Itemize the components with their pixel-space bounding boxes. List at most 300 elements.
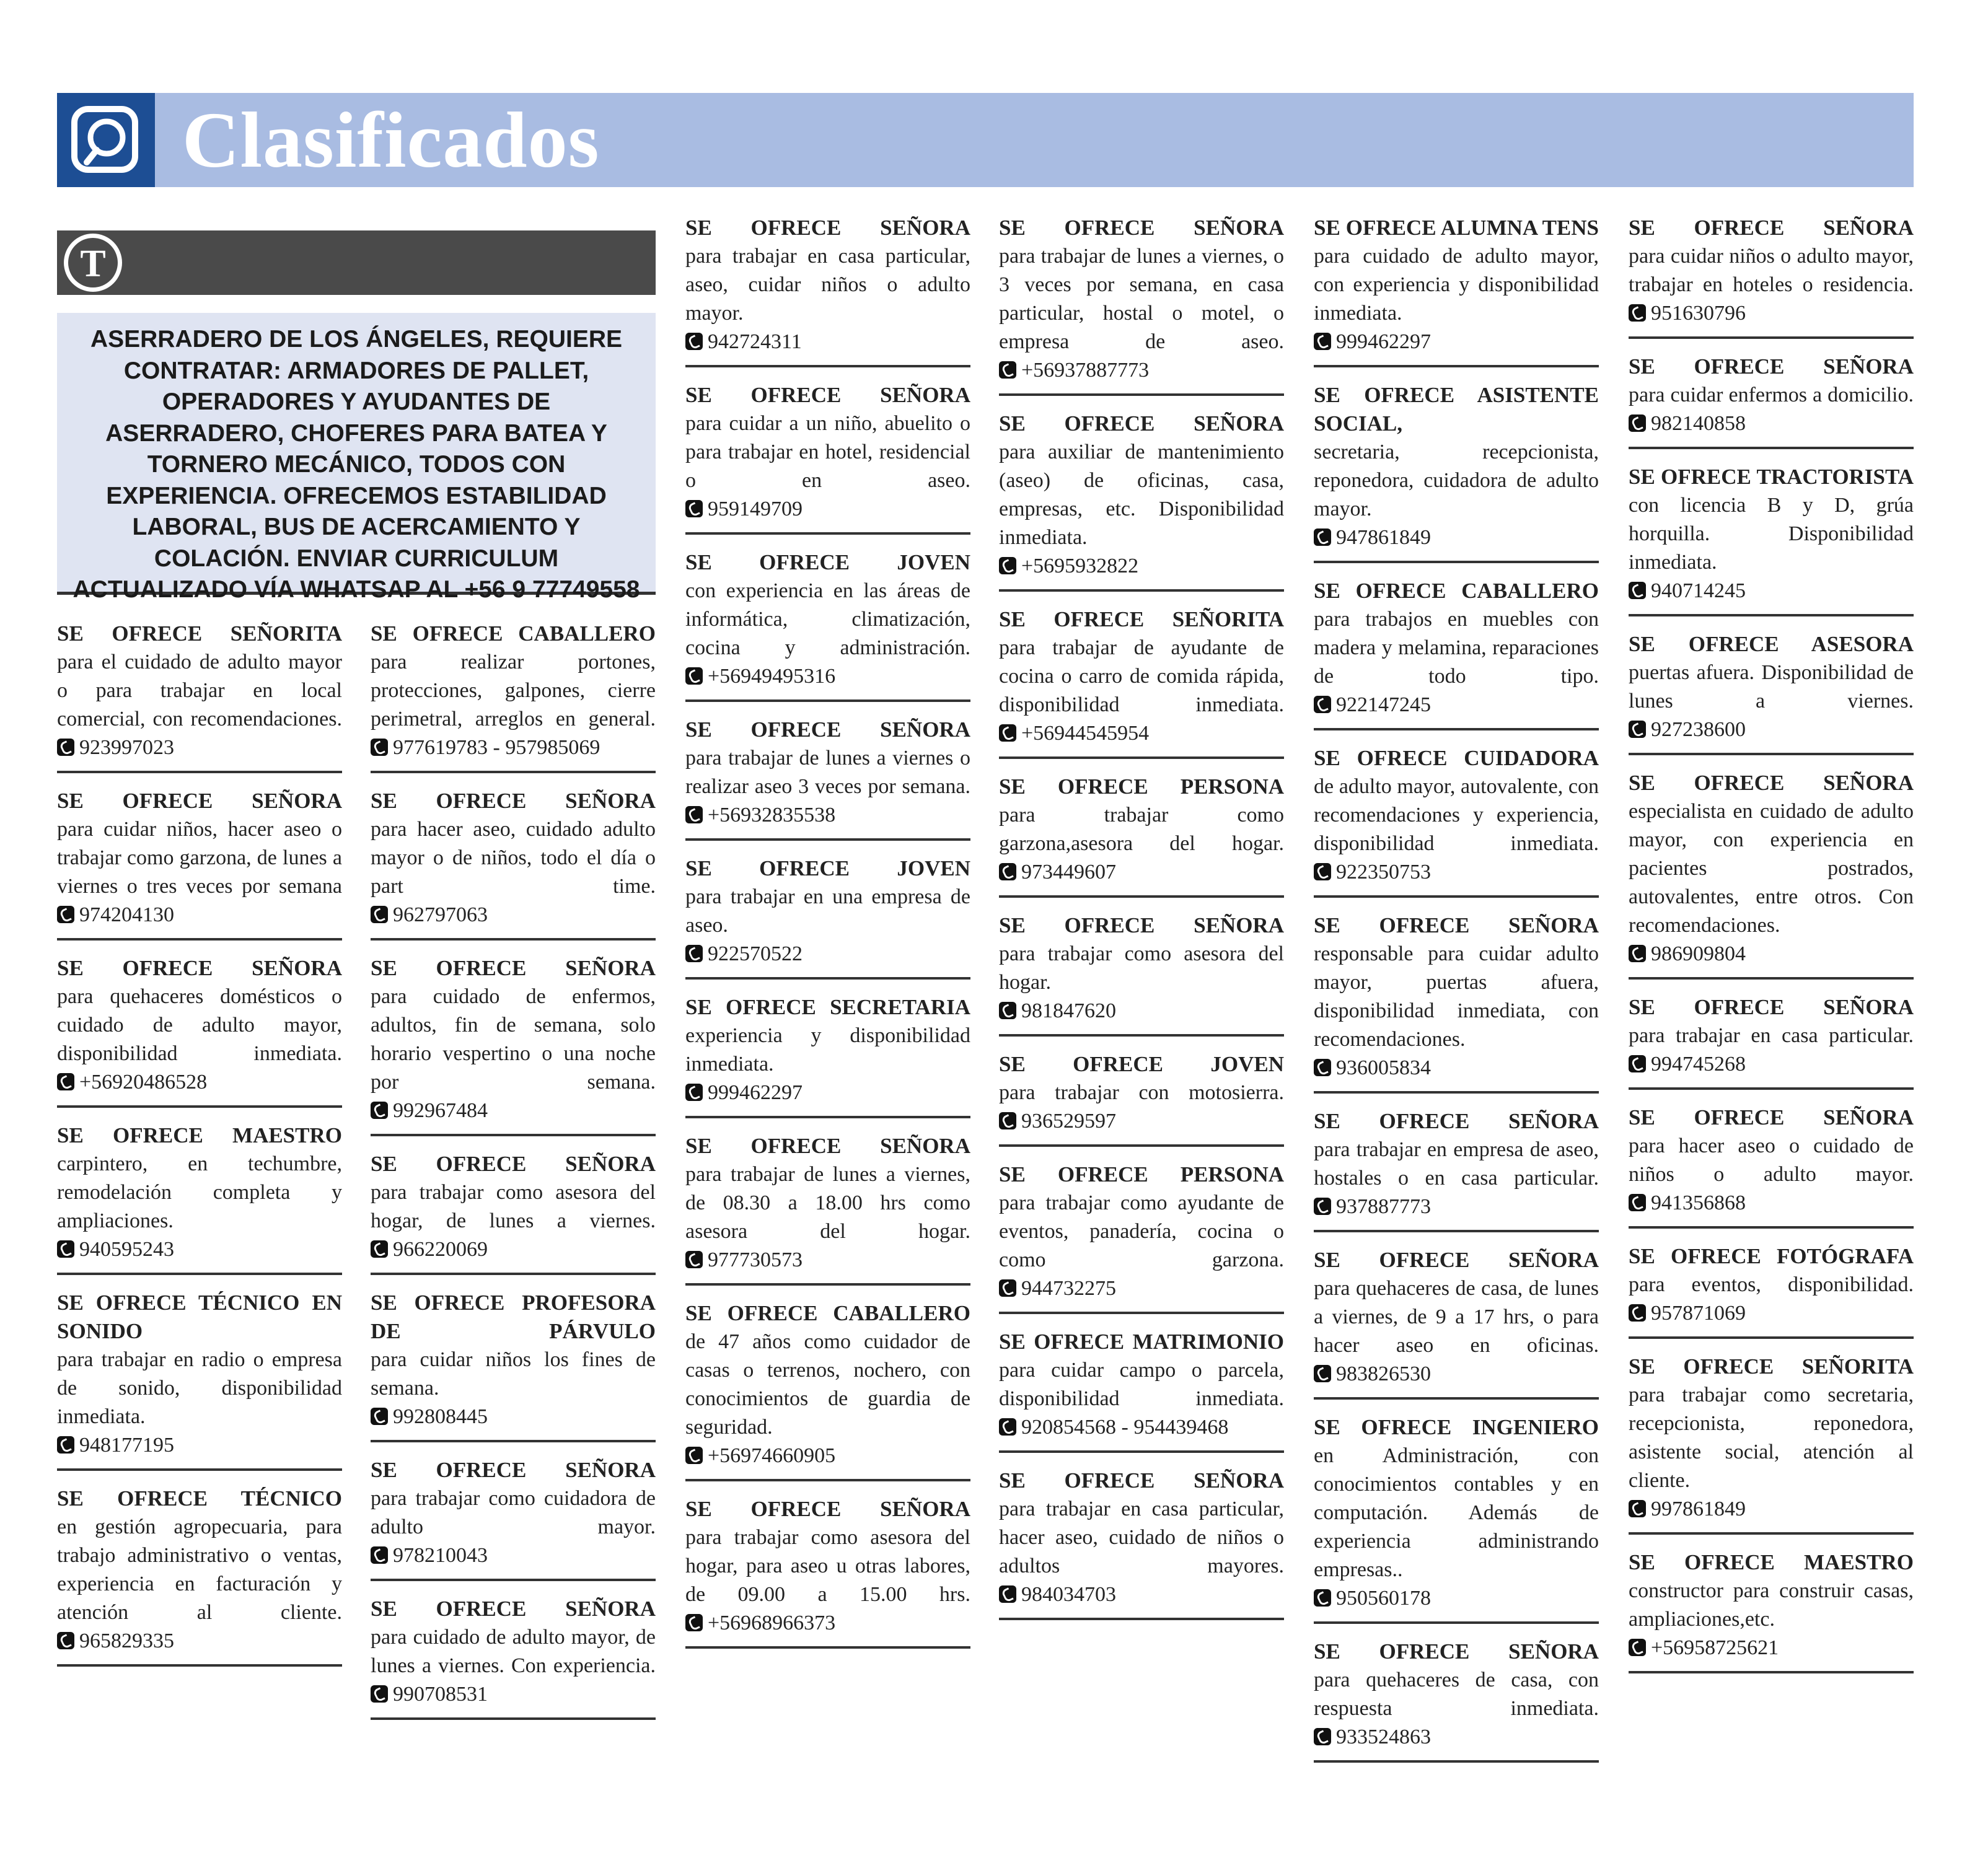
- ad-phone: [999, 1581, 1284, 1609]
- ad-phone-number: 973449607: [1021, 861, 1116, 884]
- ad-phone-number: +56920486528: [79, 1071, 208, 1094]
- phone-icon: [1629, 1304, 1646, 1322]
- ad-phone-number: 959149709: [708, 498, 803, 520]
- page-title: Clasificados: [182, 96, 600, 184]
- classified-ad: [1629, 1242, 1914, 1339]
- ad-phone: [1629, 940, 1914, 968]
- ad-phone: [371, 901, 656, 929]
- ad-body: para hacer aseo, cuidado adulto mayor o de niños, todo el día o part time.: [371, 818, 656, 898]
- ad-heading: SE OFRECE MATRIMONIO: [999, 1330, 1284, 1354]
- ad-phone-number: +56958725621: [1651, 1636, 1779, 1659]
- ad-phone-number: +56937887773: [1021, 359, 1150, 382]
- ad-phone-number: 940714245: [1651, 579, 1746, 602]
- column-3: [685, 214, 970, 1662]
- ad-body: para cuidar niños, hacer aseo o trabajar como garzona, de lunes a viernes o tres veces por semana: [57, 818, 342, 898]
- phone-icon: [1629, 1639, 1646, 1656]
- ad-phone: [1629, 1495, 1914, 1524]
- ad-phone-number: +56974660905: [708, 1444, 836, 1467]
- ad-phone: [1314, 328, 1599, 356]
- ad-phone-number: 994745268: [1651, 1053, 1746, 1076]
- ad-body: para trabajar como ayudante de eventos, panadería, cocina o como garzona.: [999, 1191, 1284, 1271]
- ad-heading: SE OFRECE JOVEN: [685, 856, 970, 880]
- phone-icon: [1314, 696, 1331, 713]
- ad-heading: SE OFRECE SEÑORITA: [999, 607, 1284, 631]
- ad-phone-number: 977619783 - 957985069: [393, 736, 600, 759]
- ad-phone: [685, 1246, 970, 1274]
- classified-ad: [1629, 993, 1914, 1090]
- ad-phone: [371, 1235, 656, 1264]
- phone-icon: [685, 667, 703, 685]
- ad-heading: SE OFRECE SEÑORA: [57, 956, 342, 980]
- ad-heading: SE OFRECE SEÑORA: [371, 1458, 656, 1482]
- ad-heading: SE OFRECE SEÑORA: [999, 1468, 1284, 1493]
- ad-heading: SE OFRECE CABALLERO: [371, 621, 656, 646]
- ad-phone: [999, 1107, 1284, 1136]
- phone-icon: [1629, 945, 1646, 962]
- ad-heading: SE OFRECE JOVEN: [685, 550, 970, 574]
- ad-heading: SE OFRECE SEÑORA: [685, 216, 970, 240]
- phone-icon: [1314, 1198, 1331, 1215]
- ad-body: para cuidar niños los fines de semana.: [371, 1348, 656, 1400]
- ad-phone: [1629, 577, 1914, 605]
- classified-ad: [685, 1132, 970, 1286]
- phone-icon: [57, 1436, 74, 1454]
- classified-ad: [1629, 630, 1914, 755]
- ad-phone-number: +56949495316: [708, 665, 836, 688]
- classified-ad: [371, 954, 656, 1136]
- ad-phone: [371, 1680, 656, 1709]
- classified-ad: [685, 548, 970, 702]
- classified-ad: [371, 620, 656, 773]
- ad-phone: [1314, 1054, 1599, 1082]
- ad-phone: [1314, 691, 1599, 719]
- ad-body: con licencia B y D, grúa horquilla. Disponibilidad inmediata.: [1629, 494, 1914, 574]
- phone-icon: [1314, 333, 1331, 350]
- ad-body: constructor para construir casas, ampliaciones,etc.: [1629, 1579, 1914, 1631]
- ad-heading: SE OFRECE SEÑORA: [685, 1497, 970, 1521]
- classified-ad: [999, 1328, 1284, 1453]
- ad-phone-number: 947861849: [1336, 526, 1431, 549]
- ad-phone-number: 927238600: [1651, 718, 1746, 741]
- ad-heading: SE OFRECE SEÑORA: [1629, 771, 1914, 795]
- ad-phone-number: +56944545954: [1021, 722, 1150, 745]
- ad-body: para trabajar en radio o empresa de sonido, disponibilidad inmediata.: [57, 1348, 342, 1428]
- classified-ad: [371, 1150, 656, 1275]
- classified-ad: [57, 620, 342, 773]
- ad-phone: [57, 1627, 342, 1655]
- ad-phone-number: 948177195: [79, 1434, 174, 1457]
- job-ad-box: [57, 313, 656, 603]
- classified-ad: [1314, 1246, 1599, 1400]
- ad-heading: SE OFRECE PERSONA: [999, 1162, 1284, 1186]
- ad-heading: SE OFRECE SEÑORA: [57, 789, 342, 813]
- ad-body: para trabajar en casa particular, aseo, cuidar niños o adulto mayor.: [685, 245, 970, 325]
- classified-ad: [685, 381, 970, 535]
- ad-heading: SE OFRECE SECRETARIA: [685, 995, 970, 1019]
- ad-heading: SE OFRECE PERSONA: [999, 774, 1284, 799]
- ad-heading: SE OFRECE MAESTRO: [57, 1123, 342, 1147]
- classified-ad: [1629, 1548, 1914, 1673]
- phone-icon: [371, 1685, 388, 1703]
- ad-body: para trabajar en empresa de aseo, hostales o en casa particular.: [1314, 1138, 1599, 1190]
- ad-heading: SE OFRECE CUIDADORA: [1314, 746, 1599, 770]
- ad-phone-number: 922147245: [1336, 693, 1431, 716]
- phone-icon: [685, 333, 703, 350]
- classified-ad: [999, 605, 1284, 759]
- ad-heading: SE OFRECE SEÑORA: [371, 1597, 656, 1621]
- phone-icon: [685, 1084, 703, 1101]
- classified-ad: [1314, 911, 1599, 1094]
- ad-heading: SE OFRECE JOVEN: [999, 1052, 1284, 1076]
- ad-heading: SE OFRECE SEÑORA: [685, 1134, 970, 1158]
- phone-icon: [1629, 1500, 1646, 1517]
- classified-ad: [1314, 1413, 1599, 1624]
- ad-body: para trabajar en casa particular.: [1629, 1024, 1914, 1047]
- ad-body: para trabajar en casa particular, hacer aseo, cuidado de niños o adultos mayores.: [999, 1497, 1284, 1577]
- phone-icon: [999, 1279, 1016, 1297]
- ad-phone: [685, 1609, 970, 1638]
- ad-heading: SE OFRECE SEÑORA: [1314, 1109, 1599, 1133]
- phone-icon: [1629, 1055, 1646, 1072]
- phone-icon: [371, 1408, 388, 1425]
- phone-icon: [1314, 863, 1331, 880]
- ad-heading: SE OFRECE FOTÓGRAFA: [1629, 1244, 1914, 1268]
- ad-heading: SE OFRECE ALUMNA TENS: [1314, 216, 1599, 240]
- clasificados-logo-box: [57, 93, 155, 187]
- ad-phone-number: 933524863: [1336, 1725, 1431, 1748]
- ad-phone-number: 966220069: [393, 1238, 488, 1261]
- phone-icon: [999, 1002, 1016, 1019]
- phone-icon: [999, 1418, 1016, 1436]
- classified-ad: [1314, 214, 1599, 367]
- phone-icon: [999, 1585, 1016, 1603]
- ad-phone-number: +5695932822: [1021, 555, 1139, 577]
- ad-phone-number: 974204130: [79, 903, 174, 926]
- ad-phone-number: +56968966373: [708, 1611, 836, 1634]
- ad-phone: [685, 1442, 970, 1470]
- classified-ad: [371, 787, 656, 941]
- classified-ad: [371, 1595, 656, 1720]
- ad-phone-number: 950560178: [1336, 1587, 1431, 1610]
- ad-heading: SE OFRECE TÉCNICO EN SONIDO: [57, 1291, 342, 1343]
- phone-icon: [999, 557, 1016, 574]
- ad-phone-number: 936529597: [1021, 1110, 1116, 1133]
- ad-body: con experiencia en las áreas de informática, climatización, cocina y administración.: [685, 579, 970, 659]
- ad-phone: [57, 1235, 342, 1264]
- ad-heading: SE OFRECE SEÑORA: [1629, 354, 1914, 379]
- ad-phone-number: 997861849: [1651, 1497, 1746, 1520]
- phone-icon: [1314, 1589, 1331, 1607]
- ad-phone: [1629, 410, 1914, 438]
- ad-phone: [1629, 1634, 1914, 1662]
- ad-body: puertas afuera. Disponibilidad de lunes a viernes.: [1629, 661, 1914, 713]
- ad-phone-number: 981847620: [1021, 999, 1116, 1022]
- ad-heading: SE OFRECE SEÑORA: [999, 411, 1284, 436]
- classified-ad: [685, 214, 970, 367]
- ad-body: para cuidar niños o adulto mayor, trabajar en hoteles o residencia.: [1629, 245, 1914, 296]
- classified-ad: [1314, 381, 1599, 563]
- classified-ad: [999, 214, 1284, 396]
- ad-phone-number: 992967484: [393, 1099, 488, 1122]
- phone-icon: [1314, 1059, 1331, 1076]
- ad-phone-number: 978210043: [393, 1544, 488, 1567]
- ad-phone: [999, 1274, 1284, 1303]
- classified-ad: [57, 1121, 342, 1275]
- ad-heading: SE OFRECE SEÑORA: [371, 956, 656, 980]
- classified-ad: [1629, 353, 1914, 449]
- ad-heading: SE OFRECE ASESORA: [1629, 632, 1914, 656]
- ad-heading: SE OFRECE SEÑORA: [1629, 1105, 1914, 1129]
- ad-body: secretaria, recepcionista, reponedora, cuidadora de adulto mayor.: [1314, 441, 1599, 520]
- ad-body: responsable para cuidar adulto mayor, puertas afuera, disponibilidad inmediata, con recomendaciones.: [1314, 942, 1599, 1051]
- ad-phone: [1629, 1299, 1914, 1328]
- ad-body: para hacer aseo o cuidado de niños o adulto mayor.: [1629, 1134, 1914, 1186]
- ad-phone: [371, 1403, 656, 1431]
- ad-phone-number: 922570522: [708, 942, 803, 965]
- classified-ad: [1629, 769, 1914, 980]
- ad-body: para trabajos en muebles con madera y melamina, reparaciones de todo tipo.: [1314, 608, 1599, 688]
- ad-heading: SE OFRECE SEÑORA: [371, 1152, 656, 1176]
- clasificados-logo-icon: [57, 93, 155, 187]
- ad-body: para trabajar de lunes a viernes, o 3 veces por semana, en casa particular, hostal o motel, o empresa de aseo.: [999, 245, 1284, 353]
- phone-icon: [685, 500, 703, 517]
- phone-icon: [1629, 304, 1646, 322]
- phone-icon: [1629, 721, 1646, 738]
- phone-icon: [685, 806, 703, 823]
- ad-phone-number: 984034703: [1021, 1583, 1116, 1606]
- ad-heading: SE OFRECE SEÑORITA: [1629, 1354, 1914, 1379]
- ad-phone: [1314, 858, 1599, 887]
- phone-icon: [685, 1614, 703, 1631]
- ad-phone-number: 944732275: [1021, 1277, 1116, 1300]
- ad-body: para cuidado de adulto mayor, de lunes a viernes. Con experiencia.: [371, 1626, 656, 1677]
- ad-heading: SE OFRECE SEÑORA: [999, 913, 1284, 937]
- ad-phone-number: 942724311: [708, 330, 802, 353]
- classified-ad: [57, 954, 342, 1108]
- newspaper-section-bar: [57, 230, 656, 295]
- ad-phone: [999, 552, 1284, 581]
- ad-phone: [685, 1079, 970, 1107]
- ad-body: para el cuidado de adulto mayor o para trabajar en local comercial, con recomendaciones.: [57, 651, 342, 730]
- ad-heading: SE OFRECE INGENIERO: [1314, 1415, 1599, 1439]
- ad-phone-number: 982140858: [1651, 412, 1746, 435]
- classified-ad: [999, 773, 1284, 898]
- classified-ad: [1629, 1353, 1914, 1535]
- classified-ad: [1629, 214, 1914, 339]
- ad-body: para trabajar de ayudante de cocina o carro de comida rápida, disponibilidad inmediata.: [999, 636, 1284, 716]
- phone-icon: [371, 1240, 388, 1258]
- ad-phone-number: +56932835538: [708, 804, 836, 827]
- job-ad-text: ASERRADERO DE LOS ÁNGELES, REQUIERE CONTRATAR: ARMADORES DE PALLET, OPERADORES Y AYUDANTES DE ASERRADERO, CHOFERES PARA BATEA Y TORNERO MECÁNICO, TODOS CON EXPERIENCIA. OFRECEMOS ESTABILIDAD LABORAL, BUS DE ACERCAMIENTO Y COLACIÓN. ENVIAR CURRICULUM ACTUALIZADO VÍA WHATSAP AL +56 9 77749558: [73, 326, 640, 603]
- ad-phone: [57, 901, 342, 929]
- ad-phone-number: 990708531: [393, 1683, 488, 1706]
- newspaper-logo-letter: T: [80, 243, 106, 285]
- phone-icon: [685, 945, 703, 962]
- ad-phone-number: 992808445: [393, 1405, 488, 1428]
- phone-icon: [1629, 582, 1646, 599]
- classified-ad: [371, 1289, 656, 1442]
- ad-phone: [371, 1541, 656, 1570]
- classified-ad: [57, 1289, 342, 1471]
- ad-body: para realizar portones, protecciones, galpones, cierre perimetral, arreglos en general.: [371, 651, 656, 730]
- ad-phone: [999, 719, 1284, 748]
- ad-body: de adulto mayor, autovalente, con recomendaciones y experiencia, disponibilidad inmediata.: [1314, 775, 1599, 855]
- phone-icon: [1314, 528, 1331, 546]
- classified-ad: [1629, 463, 1914, 616]
- ad-body: para trabajar en una empresa de aseo.: [685, 885, 970, 937]
- ad-body: para trabajar como asesora del hogar, de lunes a viernes.: [371, 1181, 656, 1232]
- classified-ad: [999, 1467, 1284, 1620]
- classified-ad: [999, 1160, 1284, 1314]
- ad-phone: [1314, 1723, 1599, 1752]
- ad-body: para eventos, disponibilidad.: [1629, 1273, 1914, 1296]
- ad-phone-number: 957871069: [1651, 1302, 1746, 1325]
- ad-body: carpintero, en techumbre, remodelación completa y ampliaciones.: [57, 1152, 342, 1232]
- ad-heading: SE OFRECE MAESTRO: [1629, 1550, 1914, 1574]
- ad-body: para quehaceres de casa, con respuesta inmediata.: [1314, 1668, 1599, 1720]
- phone-icon: [999, 863, 1016, 880]
- ad-phone-number: 977730573: [708, 1248, 803, 1271]
- classified-ad: [57, 1484, 342, 1667]
- classified-ad: [371, 1456, 656, 1581]
- ad-phone-number: 999462297: [708, 1081, 803, 1104]
- ad-heading: SE OFRECE SEÑORA: [1629, 216, 1914, 240]
- ad-body: de 47 años como cuidador de casas o terrenos, nochero, con conocimientos de guardia de seguridad.: [685, 1330, 970, 1439]
- column-2: [371, 620, 656, 1734]
- ad-heading: SE OFRECE CABALLERO: [685, 1301, 970, 1325]
- phone-icon: [57, 1632, 74, 1649]
- classified-ad: [999, 1050, 1284, 1147]
- classified-ad: [1629, 1103, 1914, 1229]
- ad-heading: SE OFRECE CABALLERO: [1314, 579, 1599, 603]
- ad-phone: [1629, 1050, 1914, 1079]
- column-5: [1314, 214, 1599, 1776]
- ad-body: para trabajar como secretaria, recepcionista, reponedora, asistente social, atención al cliente.: [1629, 1383, 1914, 1492]
- ad-heading: SE OFRECE ASISTENTE SOCIAL,: [1314, 383, 1599, 436]
- header-band: [57, 93, 1914, 187]
- phone-icon: [371, 1102, 388, 1119]
- ad-body: para trabajar como garzona,asesora del hogar.: [999, 804, 1284, 855]
- phone-icon: [685, 1447, 703, 1464]
- ad-body: para auxiliar de mantenimiento (aseo) de oficinas, casa, empresas, etc. Disponibilidad inmediata.: [999, 441, 1284, 549]
- ad-phone: [371, 734, 656, 762]
- ad-body: para quehaceres domésticos o cuidado de adulto mayor, disponibilidad inmediata.: [57, 985, 342, 1065]
- phone-icon: [1314, 1728, 1331, 1745]
- classified-ad: [685, 993, 970, 1118]
- phone-icon: [57, 1073, 74, 1090]
- ad-phone: [1314, 1360, 1599, 1388]
- classified-ad: [999, 410, 1284, 592]
- ad-body: para quehaceres de casa, de lunes a viernes, de 9 a 17 hrs, o para hacer aseo en oficinas.: [1314, 1277, 1599, 1357]
- ad-phone: [57, 734, 342, 762]
- ad-heading: SE OFRECE SEÑORA: [685, 717, 970, 742]
- classified-ad: [1314, 1638, 1599, 1763]
- classified-ad: [685, 854, 970, 980]
- ad-phone: [999, 1413, 1284, 1442]
- ad-body: para cuidado de adulto mayor, con experiencia y disponibilidad inmediata.: [1314, 245, 1599, 325]
- ad-phone: [999, 997, 1284, 1025]
- ad-heading: SE OFRECE SEÑORA: [1314, 913, 1599, 937]
- ad-body: para trabajar como asesora del hogar.: [999, 942, 1284, 994]
- ad-body: en gestión agropecuaria, para trabajo administrativo o ventas, experiencia en facturación y atención al cliente.: [57, 1515, 342, 1624]
- ad-phone-number: 923997023: [79, 736, 174, 759]
- ad-phone: [57, 1431, 342, 1460]
- ad-heading: SE OFRECE SEÑORA: [1629, 995, 1914, 1019]
- ad-body: para trabajar con motosierra.: [999, 1081, 1284, 1104]
- ad-phone-number: 986909804: [1651, 942, 1746, 965]
- ad-body: para cuidar enfermos a domicilio.: [1629, 384, 1914, 406]
- ad-heading: SE OFRECE TÉCNICO: [57, 1486, 342, 1511]
- phone-icon: [57, 906, 74, 923]
- ad-phone-number: 937887773: [1336, 1195, 1431, 1218]
- ad-phone: [685, 328, 970, 356]
- ad-body: para cuidado de enfermos, adultos, fin de semana, solo horario vespertino o una noche por semana.: [371, 985, 656, 1094]
- column-4: [999, 214, 1284, 1634]
- ad-phone-number: 999462297: [1336, 330, 1431, 353]
- column-6: [1629, 214, 1914, 1687]
- ad-phone: [1629, 716, 1914, 744]
- ad-phone: [685, 662, 970, 691]
- newspaper-logo-icon: [62, 232, 124, 294]
- ad-phone-number: 962797063: [393, 903, 488, 926]
- ad-heading: SE OFRECE PROFESORA DE PÁRVULO: [371, 1291, 656, 1343]
- ad-phone: [685, 940, 970, 968]
- ad-body: experiencia y disponibilidad inmediata.: [685, 1024, 970, 1076]
- column-1: [57, 620, 342, 1680]
- phone-icon: [999, 361, 1016, 379]
- ad-phone: [999, 858, 1284, 887]
- ad-phone: [685, 495, 970, 524]
- ad-heading: SE OFRECE SEÑORA: [371, 789, 656, 813]
- phone-icon: [999, 1112, 1016, 1129]
- phone-icon: [371, 739, 388, 756]
- classified-ad: [1314, 1107, 1599, 1232]
- ad-phone-number: 920854568 - 954439468: [1021, 1416, 1229, 1439]
- ad-phone: [371, 1097, 656, 1125]
- ad-heading: SE OFRECE SEÑORA: [1314, 1248, 1599, 1272]
- ad-phone-number: 965829335: [79, 1629, 174, 1652]
- classified-ad: [999, 911, 1284, 1037]
- ad-phone-number: 936005834: [1336, 1056, 1431, 1079]
- ad-phone-number: 922350753: [1336, 861, 1431, 884]
- ad-phone: [1629, 299, 1914, 328]
- ad-phone-number: 951630796: [1651, 302, 1746, 325]
- ad-heading: SE OFRECE SEÑORA: [1314, 1639, 1599, 1664]
- classified-ad: [57, 787, 342, 941]
- phone-icon: [57, 1240, 74, 1258]
- ad-phone: [999, 356, 1284, 385]
- ad-heading: SE OFRECE SEÑORA: [685, 383, 970, 407]
- classified-ad: [1314, 577, 1599, 730]
- ad-phone: [57, 1068, 342, 1097]
- phone-icon: [1629, 1194, 1646, 1211]
- ad-body: para cuidar a un niño, abuelito o para trabajar en hotel, residencial o en aseo.: [685, 412, 970, 492]
- ad-phone: [685, 801, 970, 830]
- phone-icon: [685, 1251, 703, 1268]
- ad-body: para cuidar campo o parcela, disponibilidad inmediata.: [999, 1359, 1284, 1410]
- ad-body: para trabajar como cuidadora de adulto mayor.: [371, 1487, 656, 1538]
- ad-phone-number: 940595243: [79, 1238, 174, 1261]
- ad-phone-number: 983826530: [1336, 1362, 1431, 1385]
- ad-body: en Administración, con conocimientos contables y en computación. Además de experiencia administrando empresas..: [1314, 1444, 1599, 1581]
- ad-phone: [1314, 524, 1599, 552]
- ad-heading: SE OFRECE TRACTORISTA: [1629, 465, 1914, 489]
- classified-ad: [685, 1495, 970, 1649]
- phone-icon: [57, 739, 74, 756]
- classified-ad: [1314, 744, 1599, 898]
- ad-phone: [1629, 1189, 1914, 1217]
- ad-body: especialista en cuidado de adulto mayor, con experiencia en pacientes postrados, autovalentes, entre otros. Con recomendaciones.: [1629, 800, 1914, 937]
